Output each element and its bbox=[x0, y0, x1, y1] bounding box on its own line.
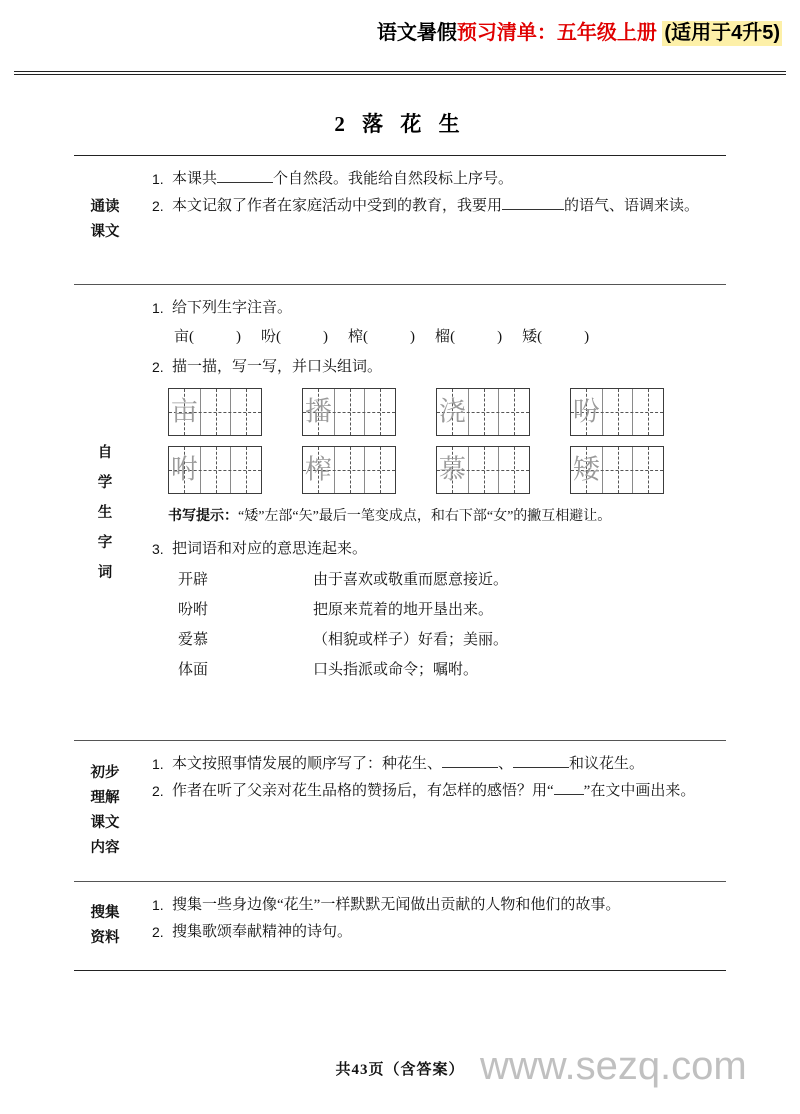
question-text-part: 个自然段。我能给自然段标上序号。 bbox=[273, 171, 514, 187]
pinyin-char: 榴 bbox=[435, 329, 451, 345]
question-text: 搜集歌颂奉献精神的诗句。 bbox=[172, 924, 353, 940]
pinyin-item[interactable]: 矮( ) bbox=[522, 329, 590, 345]
worksheet-table bbox=[74, 155, 726, 971]
trace-character: 浇 bbox=[438, 396, 466, 427]
header-title-black: 语文暑假 bbox=[376, 22, 457, 44]
match-definition[interactable]: 由于喜欢或敬重而愿意接近。 bbox=[313, 572, 509, 588]
character-grid-row bbox=[152, 388, 720, 436]
question-text: 给下列生字注音。 bbox=[172, 300, 293, 316]
character-cell[interactable] bbox=[364, 389, 395, 435]
word-match-list bbox=[152, 565, 720, 685]
question-number: 3. bbox=[152, 541, 164, 557]
section-label-vocabulary bbox=[74, 285, 136, 741]
pinyin-char: 矮 bbox=[522, 329, 538, 345]
fill-blank[interactable] bbox=[217, 167, 273, 183]
grid-spacer bbox=[530, 446, 570, 494]
watermark: www.sezq.com bbox=[480, 1044, 747, 1088]
character-cell[interactable] bbox=[468, 447, 499, 493]
section-body-reading bbox=[136, 156, 726, 285]
character-practice-box[interactable] bbox=[436, 388, 530, 436]
fill-blank[interactable] bbox=[513, 752, 569, 768]
pinyin-answer-row bbox=[152, 323, 720, 351]
character-cell[interactable] bbox=[437, 447, 468, 493]
character-cell[interactable] bbox=[169, 447, 200, 493]
character-practice-box[interactable] bbox=[168, 446, 262, 494]
character-cell[interactable] bbox=[632, 389, 663, 435]
question-number: 1. bbox=[152, 756, 164, 772]
pinyin-item[interactable]: 榴( ) bbox=[435, 329, 503, 345]
question-text-part: 和议花生。 bbox=[569, 756, 645, 772]
fill-blank[interactable] bbox=[502, 194, 564, 210]
question-item bbox=[152, 193, 720, 220]
match-word[interactable]: 开辟 bbox=[178, 572, 209, 588]
character-grid-row bbox=[152, 446, 720, 494]
question-text bbox=[172, 751, 720, 778]
match-word[interactable]: 吩咐 bbox=[178, 602, 209, 618]
character-cell[interactable] bbox=[602, 447, 633, 493]
match-word[interactable]: 体面 bbox=[178, 662, 209, 678]
question-text-part: 本文按照事情发展的顺序写了：种花生、 bbox=[172, 756, 443, 772]
question-item bbox=[152, 892, 720, 919]
match-row bbox=[152, 625, 720, 655]
character-cell[interactable] bbox=[632, 447, 663, 493]
trace-character: 矮 bbox=[572, 454, 600, 485]
question-text-part: 作者在听了父亲对花生品格的赞扬后，有怎样的感悟？用“ bbox=[172, 783, 554, 799]
grid-spacer bbox=[262, 388, 302, 436]
section-label-line: 理解 bbox=[90, 790, 120, 806]
page-header bbox=[0, 0, 800, 74]
section-label-line: 词 bbox=[97, 564, 113, 581]
match-row bbox=[152, 565, 720, 595]
trace-character: 吩 bbox=[572, 396, 600, 427]
question-number: 2. bbox=[152, 924, 164, 940]
question-number: 1. bbox=[152, 171, 164, 187]
section-label-line: 字 bbox=[97, 534, 113, 551]
character-practice-box[interactable] bbox=[168, 388, 262, 436]
section-row-research bbox=[74, 882, 726, 971]
header-double-rule bbox=[14, 71, 786, 75]
question-number: 2. bbox=[152, 359, 164, 375]
section-label-research bbox=[74, 882, 136, 971]
character-practice-box[interactable] bbox=[570, 388, 664, 436]
header-title-highlight: (适用于4升5) bbox=[664, 22, 780, 44]
question-item bbox=[152, 536, 720, 563]
section-label-line: 课文 bbox=[90, 224, 120, 240]
table-bottom-border bbox=[74, 971, 726, 972]
section-row-comprehension bbox=[74, 741, 726, 882]
question-text bbox=[172, 778, 720, 805]
section-label-comprehension bbox=[74, 741, 136, 882]
question-text-part: ”在文中画出来。 bbox=[583, 783, 696, 799]
question-item bbox=[152, 166, 720, 193]
section-label-line: 通读 bbox=[90, 199, 120, 215]
writing-tip-label: 书写提示： bbox=[168, 507, 238, 523]
match-row bbox=[152, 595, 720, 625]
question-text-part: 的语气、语调来读。 bbox=[564, 198, 700, 214]
writing-tip-text: “矮”左部“矢”最后一笔变成点，和右下部“女”的撇互相避让。 bbox=[238, 509, 612, 524]
fill-blank[interactable] bbox=[442, 752, 498, 768]
grid-spacer bbox=[262, 446, 302, 494]
question-text-part: 本课共 bbox=[172, 171, 218, 187]
character-cell[interactable] bbox=[468, 389, 499, 435]
lesson-title: 2 落 花 生 bbox=[334, 112, 466, 136]
header-title bbox=[377, 20, 782, 46]
trace-character: 慕 bbox=[438, 454, 466, 485]
question-text bbox=[172, 166, 720, 193]
match-definition[interactable]: （相貌或样子）好看；美丽。 bbox=[313, 632, 509, 648]
section-body-vocabulary bbox=[136, 285, 726, 741]
pinyin-item[interactable]: 亩( ) bbox=[174, 329, 242, 345]
question-text: 搜集一些身边像“花生”一样默默无闻做出贡献的人物和他们的故事。 bbox=[172, 897, 621, 913]
match-row bbox=[152, 655, 720, 685]
trace-character: 咐 bbox=[170, 454, 198, 485]
character-cell[interactable] bbox=[200, 389, 231, 435]
fill-blank[interactable] bbox=[554, 779, 584, 795]
header-title-red: 预习清单：五年级上册 bbox=[456, 22, 657, 44]
question-text: 描一描，写一写，并口头组词。 bbox=[172, 359, 383, 375]
match-word[interactable]: 爱慕 bbox=[178, 632, 209, 648]
question-item bbox=[152, 778, 720, 805]
section-label-line: 生 bbox=[97, 504, 113, 521]
trace-character: 播 bbox=[304, 396, 332, 427]
match-definition[interactable]: 口头指派或命令；嘱咐。 bbox=[313, 662, 479, 678]
trace-character: 亩 bbox=[170, 396, 198, 427]
question-number: 2. bbox=[152, 783, 164, 799]
pinyin-char: 榨 bbox=[348, 329, 364, 345]
question-number: 1. bbox=[152, 300, 164, 316]
character-cell[interactable] bbox=[498, 389, 529, 435]
question-text: 把词语和对应的意思连起来。 bbox=[172, 541, 368, 557]
character-cell[interactable] bbox=[334, 447, 365, 493]
section-body-comprehension bbox=[136, 741, 726, 882]
question-item bbox=[152, 354, 720, 381]
character-cell[interactable] bbox=[602, 389, 633, 435]
character-cell[interactable] bbox=[571, 389, 602, 435]
question-item bbox=[152, 751, 720, 778]
character-cell[interactable] bbox=[303, 447, 334, 493]
question-number: 2. bbox=[152, 198, 164, 214]
pinyin-char: 吩 bbox=[261, 329, 277, 345]
character-cell[interactable] bbox=[303, 389, 334, 435]
grid-spacer bbox=[396, 446, 436, 494]
character-cell[interactable] bbox=[334, 389, 365, 435]
section-label-line: 课文 bbox=[90, 815, 120, 831]
match-definition[interactable]: 把原来荒着的地开垦出来。 bbox=[313, 602, 494, 618]
question-text-part: 本文记叙了作者在家庭活动中受到的教育，我要用 bbox=[172, 198, 503, 214]
character-cell[interactable] bbox=[571, 447, 602, 493]
section-label-line: 内容 bbox=[90, 840, 120, 856]
question-text-part: 、 bbox=[498, 756, 514, 772]
character-cell[interactable] bbox=[169, 389, 200, 435]
section-row-reading bbox=[74, 156, 726, 285]
character-cell[interactable] bbox=[230, 389, 261, 435]
character-practice-box[interactable] bbox=[570, 446, 664, 494]
character-practice-box[interactable] bbox=[302, 388, 396, 436]
question-item bbox=[152, 919, 720, 946]
section-row-vocabulary bbox=[74, 285, 726, 741]
section-label-line: 学 bbox=[97, 474, 113, 491]
grid-spacer bbox=[396, 388, 436, 436]
section-label-line: 初步 bbox=[90, 765, 120, 781]
character-cell[interactable] bbox=[437, 389, 468, 435]
section-label-line: 自 bbox=[97, 444, 113, 461]
writing-tip bbox=[152, 503, 720, 529]
pinyin-item[interactable]: 榨( ) bbox=[348, 329, 416, 345]
grid-spacer bbox=[530, 388, 570, 436]
question-number: 1. bbox=[152, 897, 164, 913]
section-label-line: 搜集 bbox=[90, 905, 120, 921]
question-text bbox=[172, 193, 720, 220]
character-cell[interactable] bbox=[364, 447, 395, 493]
question-item bbox=[152, 295, 720, 322]
pinyin-item[interactable]: 吩( ) bbox=[261, 329, 329, 345]
section-label-reading bbox=[74, 156, 136, 285]
section-label-line: 资料 bbox=[90, 930, 120, 946]
section-body-research bbox=[136, 882, 726, 971]
character-cell[interactable] bbox=[200, 447, 231, 493]
character-practice-box[interactable] bbox=[436, 446, 530, 494]
page-note: 共43页（含答案） bbox=[335, 1062, 465, 1078]
pinyin-char: 亩 bbox=[174, 329, 190, 345]
character-practice-box[interactable] bbox=[302, 446, 396, 494]
character-cell[interactable] bbox=[498, 447, 529, 493]
trace-character: 榨 bbox=[304, 454, 332, 485]
character-cell[interactable] bbox=[230, 447, 261, 493]
